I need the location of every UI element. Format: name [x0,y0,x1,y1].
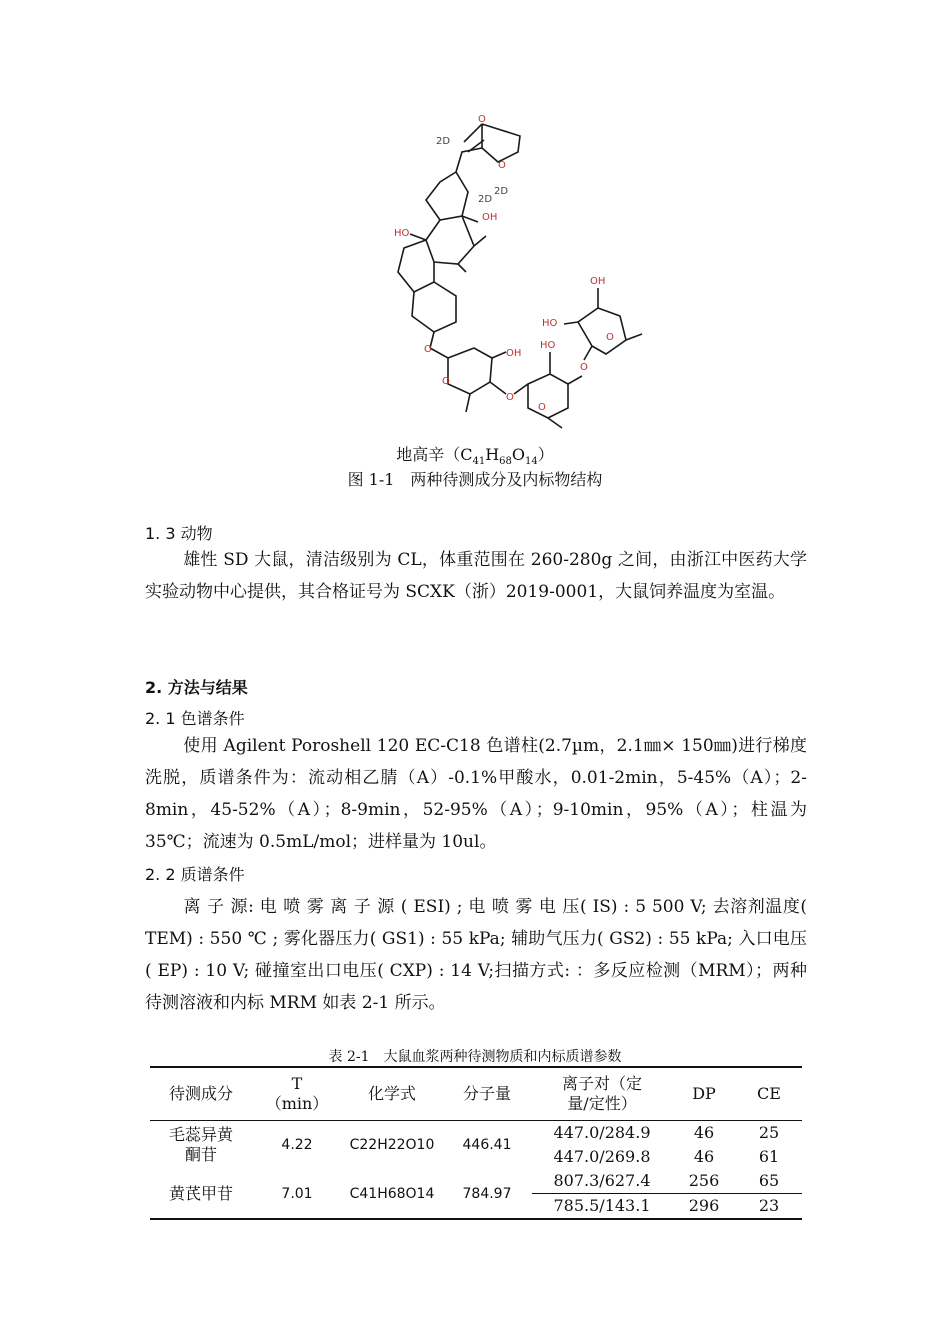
atom-oh-sugar3-top: OH [590,276,606,287]
cell-formula: C41H68O14 [349,1185,435,1202]
formula-h-label: H [485,445,500,464]
cell-ce: 23 [736,1194,802,1220]
header-molecular-weight: 分子量 [462,1084,511,1103]
cell-analyte [150,1121,252,1170]
atom-ho-14: HO [394,228,410,239]
atom-ho-sugar2: HO [540,340,556,351]
section-heading-2-1: 2. 1 色谱条件 [145,709,245,728]
cell-ce: 65 [758,1171,780,1190]
compound-close: ） [537,445,554,464]
header-retention-time [252,1067,342,1121]
formula-h-count: 68 [499,456,512,468]
table-header-row [150,1067,802,1121]
formula-o-count: 14 [525,456,538,468]
section-heading-2: 2. 方法与结果 [145,678,248,697]
figure-caption: 图 1-1 两种待测成分及内标物结构 [347,470,603,489]
header-ion-line1: 离子对（定 [561,1074,642,1093]
analyte-line2: 酮苷 [184,1145,217,1164]
header-ion-pair [532,1067,672,1121]
cell-ion-pair: 785.5/143.1 [532,1194,672,1220]
cell-molecular-weight: 446.41 [462,1137,512,1153]
atom-deuterium-label: 2D [494,186,509,197]
header-ion-line2: 量/定性） [567,1094,637,1113]
table-title: 表 2-1 大鼠血浆两种待测物质和内标质谱参数 [328,1049,622,1065]
formula-c-count: 41 [472,456,486,468]
digoxin-structure-figure [370,112,670,430]
section-heading-1-3: 1. 3 动物 [145,524,213,543]
cell-dp: 296 [672,1194,736,1220]
ms-parameters-table [150,1066,802,1220]
atom-o-link-3: O [580,362,588,373]
header-t-line2: （min） [265,1094,329,1113]
cell-dp: 46 [693,1123,715,1142]
atom-ho-sugar3: HO [542,318,558,329]
paragraph-animals [145,544,807,608]
cell-ce: 25 [758,1123,780,1142]
cell-dp: 256 [688,1171,720,1190]
atom-deuterium-label: 2D [436,136,451,147]
structure-bonds [398,124,642,428]
header-t-line1: T [291,1074,303,1093]
header-dp: DP [692,1084,716,1103]
atom-oh-sugar1: OH [506,348,522,359]
atom-oh-12: OH [482,212,498,223]
table-row [150,1121,802,1146]
atom-o-ring-sugar1: O [442,376,450,387]
paragraph-animals-text: 雄性 SD 大鼠，清洁级别为 CL，体重范围在 260-280g 之间，由浙江中医药大学实验动物中心提供，其合格证号为 SCXK（浙）2019-0001，大鼠饲养温度为室温。 [145,550,807,602]
cell-ion-pair: 447.0/269.8 [553,1147,651,1166]
cell-dp: 46 [693,1147,715,1166]
cell-retention-time: 4.22 [281,1137,313,1153]
atom-o-carbonyl: O [478,114,486,125]
atom-o-link-2: O [506,392,514,403]
table-body [150,1121,802,1220]
header-ce: CE [757,1084,781,1103]
atom-o-ring-sugar2: O [538,402,546,413]
formula-o-label: O [511,445,526,464]
cell-molecular-weight: 784.97 [462,1185,512,1202]
cell-ce: 61 [758,1147,780,1166]
paragraph-chromatography [145,730,807,858]
header-analyte: 待测成分 [168,1084,233,1103]
cell-ion-pair: 447.0/284.9 [553,1123,651,1142]
cell-formula: C22H22O10 [349,1137,435,1153]
atom-o-lactone: O [498,160,506,171]
analyte-line1: 毛蕊异黄 [168,1125,233,1144]
paragraph-mass-spec-text: 离 子 源: 电 喷 雾 离 子 源 ( ESI) ; 电 喷 雾 电 压( IS) : 5 500 V; 去溶剂温度( TEM) : 550 ℃ ; 雾化器压力( GS1) : 55 kPa; 辅助气压力( GS2) : 55 kPa; 入口电压( EP) : 10 V; 碰撞室出口电压( CXP) : 14 V;扫描方式: ：多反应检测（MRM）；两种待测溶液和内标 MRM 如表 2-1 所示。 [145,897,807,1013]
header-formula: 化学式 [367,1084,416,1103]
table-row [150,1169,802,1194]
compound-caption [0,442,950,467]
table-header [150,1067,802,1121]
cell-analyte: 黄芪甲苷 [168,1183,233,1203]
paragraph-mass-spec [145,891,807,1019]
cell-retention-time: 7.01 [281,1185,313,1202]
atom-o-ring-sugar3: O [606,332,614,343]
compound-name: 地高辛（C [396,445,473,464]
atom-deuterium-label: 2D [478,194,493,205]
section-heading-2-2: 2. 2 质谱条件 [145,865,245,884]
atom-o-glycosidic-1: O [424,344,432,355]
cell-ion-pair: 807.3/627.4 [553,1171,651,1190]
paragraph-chromatography-text: 使用 Agilent Poroshell 120 EC-C18 色谱柱(2.7µm，2.1㎜× 150㎜)进行梯度洗脱，质谱条件为：流动相乙腈（A）-0.1%甲酸水，0.01-2min，5-45%（A）；2-8min，45-52%（A）；8-9min，52-95%（A）；9-10min，95%（A）；柱温为 35℃；流速为 0.5mL/mol；进样量为 10ul。 [145,736,807,852]
